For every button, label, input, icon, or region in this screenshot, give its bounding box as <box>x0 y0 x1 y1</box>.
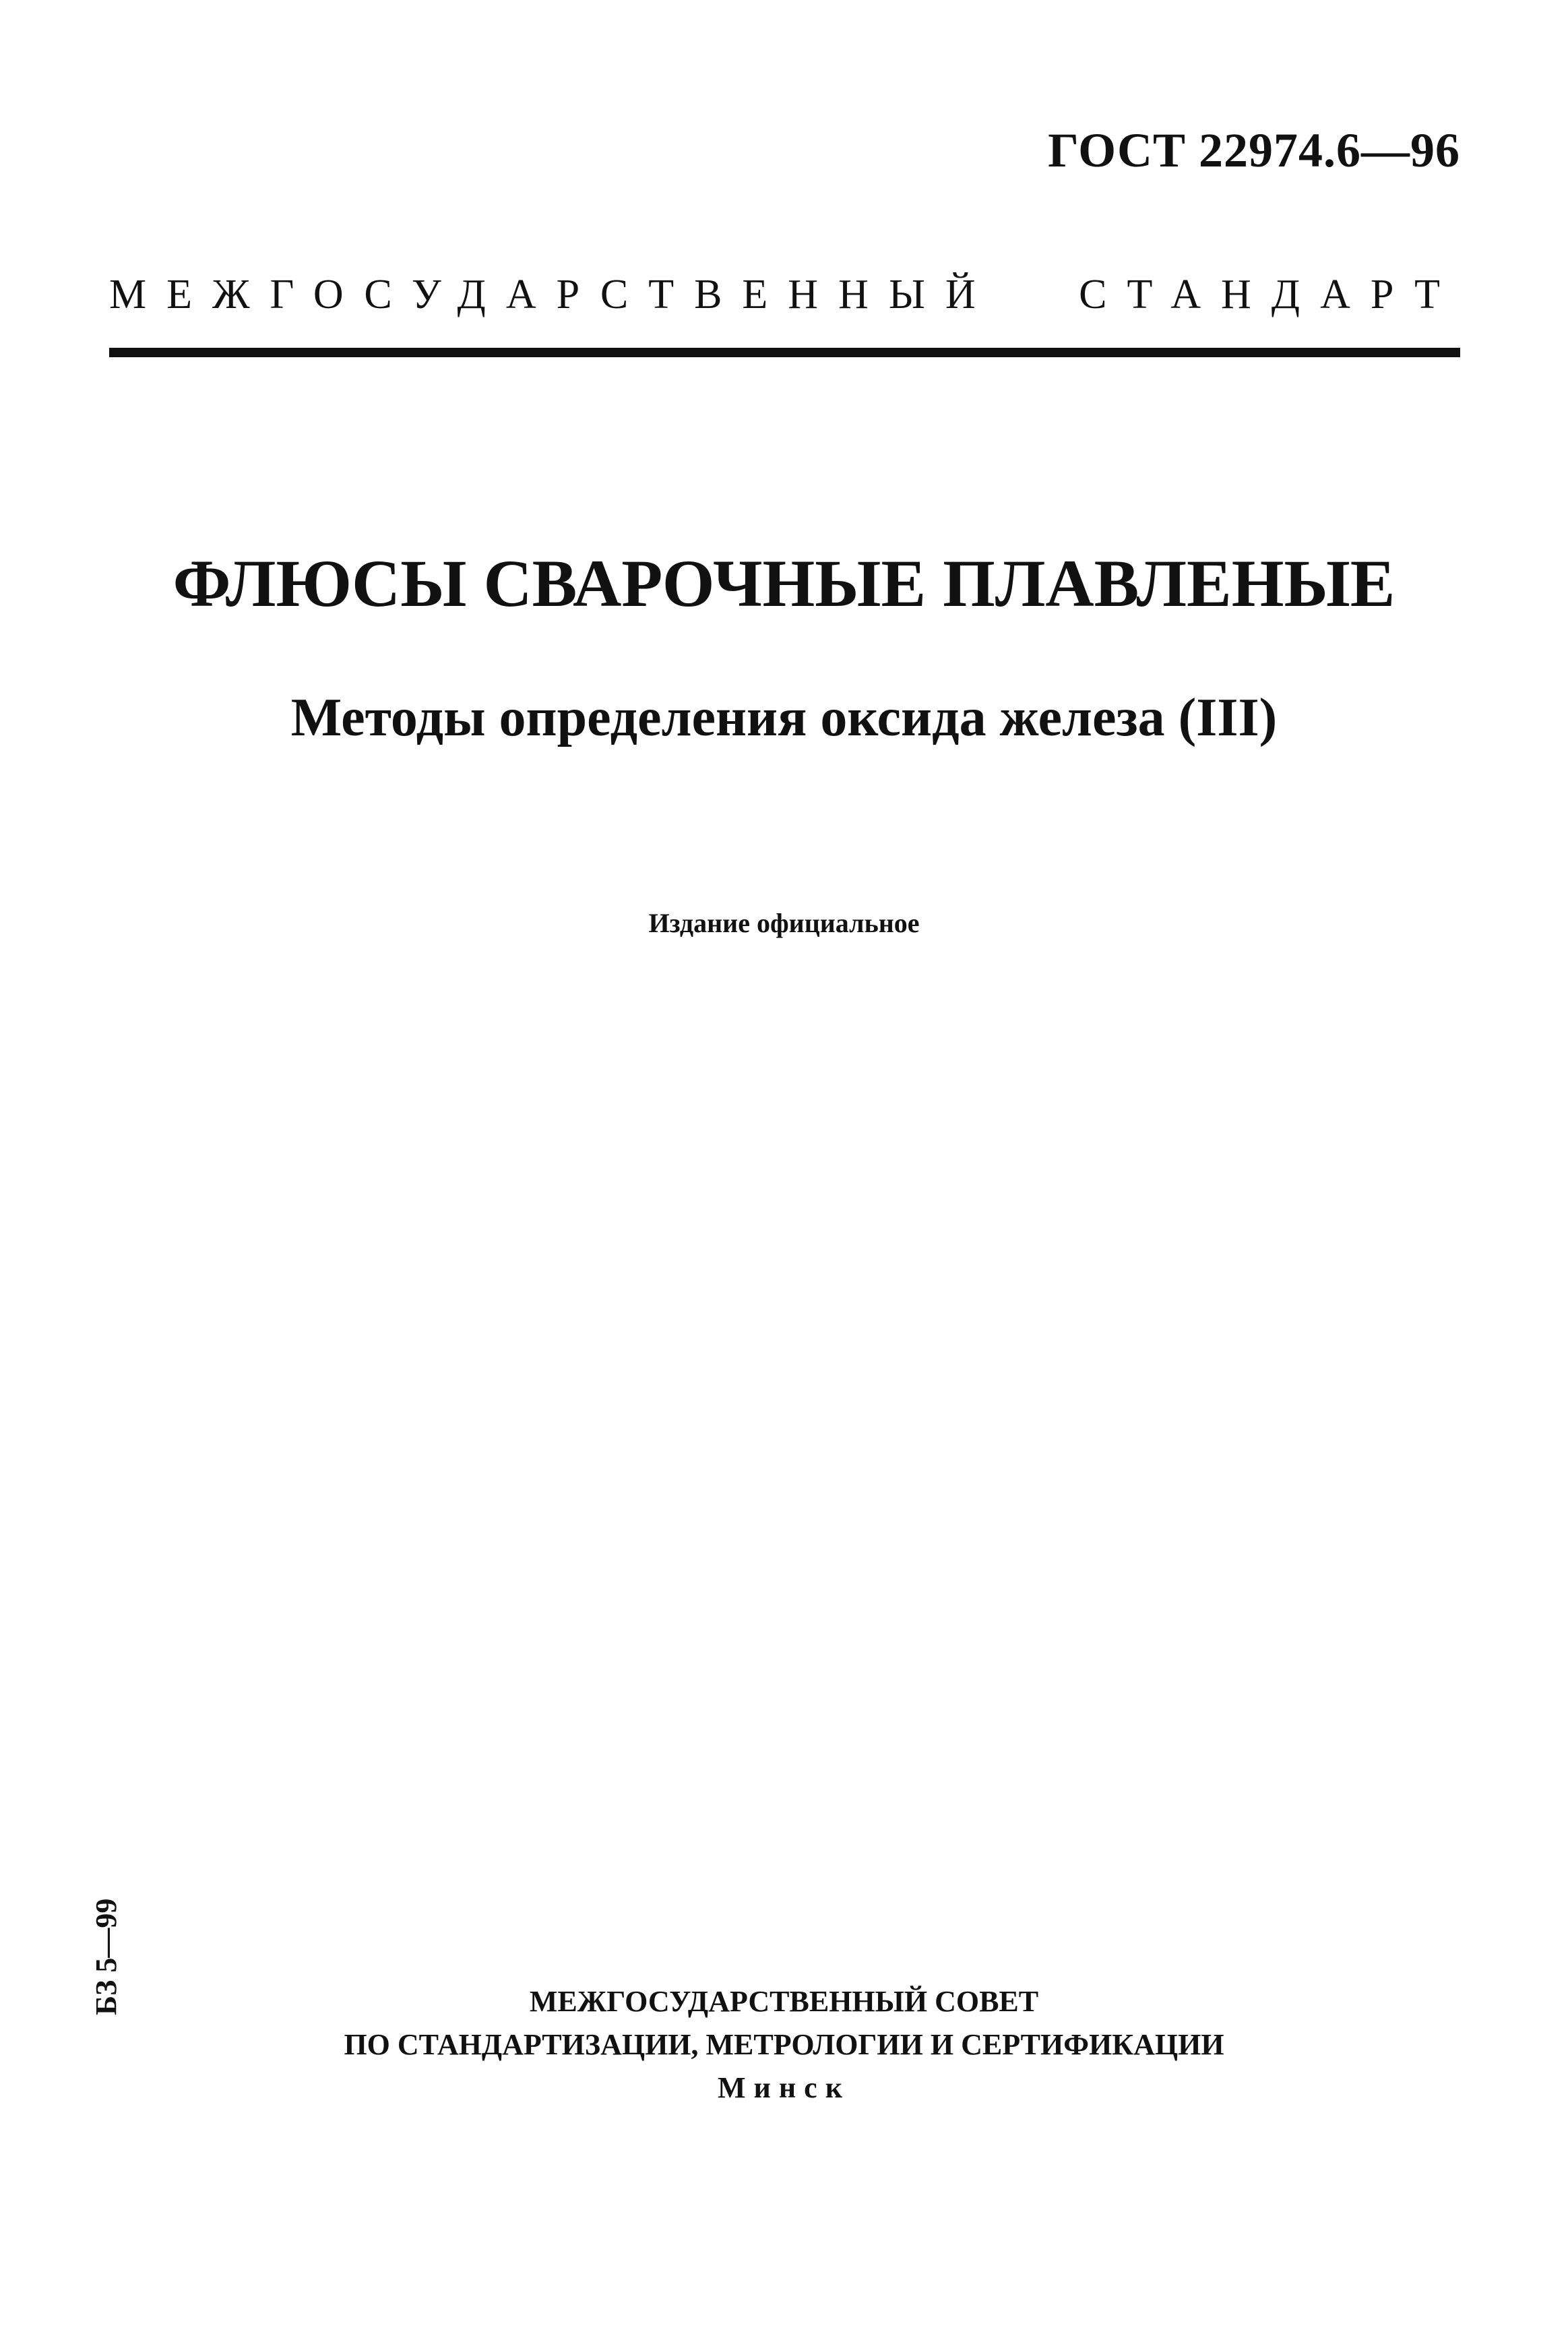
publisher-block <box>0 1980 1568 2110</box>
publisher-city: Минск <box>717 2071 851 2104</box>
standard-type-heading <box>109 271 1460 319</box>
document-number: ГОСТ 22974.6—96 <box>1048 123 1460 177</box>
document-subtitle: Методы определения оксида железа (III) <box>290 688 1278 747</box>
publisher-line-1: МЕЖГОСУДАРСТВЕННЫЙ СОВЕТ <box>529 1985 1039 2018</box>
document-title: ФЛЮСЫ СВАРОЧНЫЕ ПЛАВЛЕНЫЕ <box>173 546 1395 621</box>
header-divider <box>109 348 1460 357</box>
publisher-line-2: ПО СТАНДАРТИЗАЦИИ, МЕТРОЛОГИИ И СЕРТИФИКАЦИИ <box>344 2028 1224 2061</box>
side-code: БЗ 5—99 <box>90 1898 123 2015</box>
standard-type-word-2: СТАНДАРТ <box>1079 272 1460 317</box>
standard-type-word-1: МЕЖГОСУДАРСТВЕННЫЙ <box>109 272 996 317</box>
edition-label: Издание официальное <box>648 908 920 938</box>
